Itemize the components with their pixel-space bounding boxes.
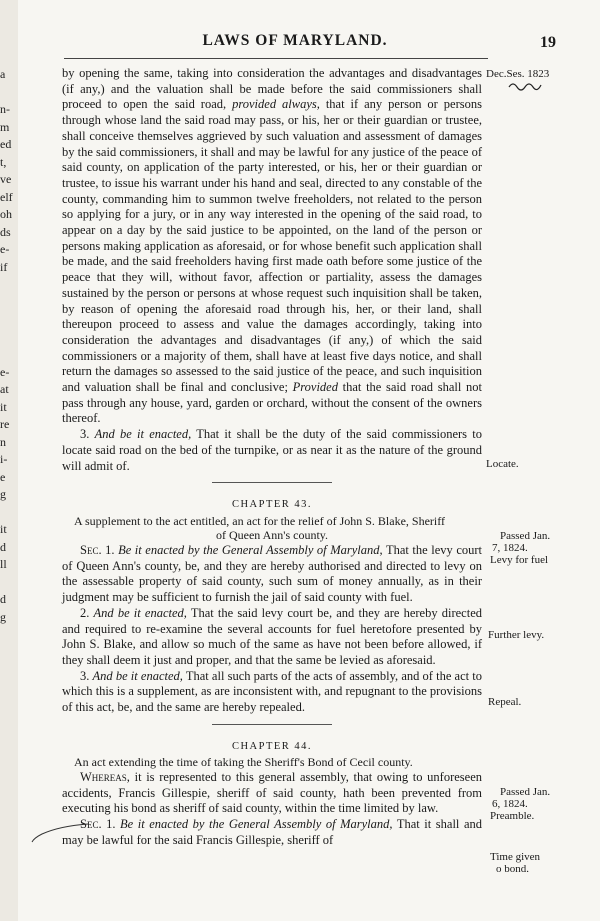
section-3-locate: 3. And be it enacted, That it shall be the duty of the said commissioners to locate said road on the bed of the turnpike, or as near it as the nature of the ground will admit of. <box>62 427 482 473</box>
separator-rule <box>212 724 332 725</box>
header-rule <box>64 58 488 59</box>
squiggle-mark-icon <box>508 80 548 92</box>
margin-locate: Locate. <box>486 458 519 470</box>
bleed-fragment: t, <box>0 154 7 169</box>
chapter-44-title: An act extending the time of taking the Sheriff's Bond of Cecil county. <box>74 755 413 770</box>
bleed-fragment: at <box>0 382 9 396</box>
bleed-fragment: oh <box>0 207 12 221</box>
bleed-fragment <box>0 276 16 294</box>
bleed-fragment: it <box>0 399 7 414</box>
bleed-fragment: n <box>0 434 6 449</box>
bleed-fragment: ll <box>0 557 7 571</box>
bleed-fragment <box>0 311 16 329</box>
chapter-44-heading: CHAPTER 44. <box>231 740 313 752</box>
chapter-43-section-2: 2. And be it enacted, That the said levy court be, and they are hereby directed and required to re-examine the several accounts for fuel heretofore presented by John S. Blake, and allow so much of the same as have not been before allowed, if they shall deem it just and proper, and that the same be levied as aforesaid. <box>62 605 482 667</box>
margin-passed-44-line2: 6, 1824. <box>492 798 528 810</box>
chapter-43-heading: CHAPTER 43. <box>231 499 313 511</box>
bleed-fragment: ve <box>0 172 12 186</box>
chapter-43-section-3: 3. And be it enacted, That all such parts of the acts of assembly, and of the act to which this is a supplement, as are inconsistent with, and repugnant to the provisions of this act, be, and the same are hereby repealed. <box>62 668 483 715</box>
margin-levy-fuel: Levy for fuel <box>490 554 549 566</box>
bleed-fragment <box>0 294 16 312</box>
bleed-fragment: elf <box>0 189 13 204</box>
bleed-fragment: n- <box>0 102 10 116</box>
bleed-fragment: ds <box>0 224 11 239</box>
margin-notes <box>486 0 600 921</box>
continuation-paragraph: by opening the same, taking into consideration the advantages and disadvantages (if any,) and the valuation shall be made before the said commissioners shall proceed to open the said road, provided always, that if any person or persons through whose land the said road may pass, or his, her or their guardian or trustee, shall conceive themselves aggrieved by such valuation and assessment of damages by the said commissioners, it shall and may be lawful for any justice of the peace of said county, on application of the party interested, or his, her or their guardian or trustee, to issue his warrant under his hand and seal, directed to any constable of the county, commanding him to summon twelve freeholders, not related to the person so applying for a jury, or in any way interested in the opening of the said road, to appear on a day by the said justice to be appointed, on the land of the person or persons making application as aforesaid, or for whose benefit such application shall be made, and the said freeholders having first made oath before some justice of the peace that they will, without favor, affection or partiality, assess the damages sustained by the person or persons at whose request such inquisition shall be taken, by reason of opening the aforesaid road through his, her, or their land, shall thereupon proceed to assess and value the damages accordingly, taking into consideration the advantages and disadvantages (if any,) of which the said commissioners or a majority of them, shall have at least five days notice, and shall return the damages so assessed to the said justice of the peace, and such inquisition and valuation shall be final and conclusive; Provided that the said road shall not pass through any house, yard, garden or orchard, without the consent of the owners thereof. <box>62 66 482 426</box>
bleed-fragment: g <box>0 487 6 501</box>
margin-passed-43-line1: Passed Jan. <box>500 530 551 542</box>
bleed-fragment <box>0 84 16 102</box>
chapter-44-section-1: Sec. 1. Be it enacted by the General Assembly of Maryland, That it shall and may be lawful for the said Francis Gillespie, sheriff of <box>62 817 482 847</box>
bleed-fragment: d <box>0 592 6 606</box>
handwritten-bracket-mark-icon <box>30 822 90 844</box>
page-number: 19 <box>540 34 556 51</box>
margin-repeal: Repeal. <box>488 696 522 708</box>
bleed-fragment: g <box>0 609 6 624</box>
bleed-fragment: a <box>0 67 6 81</box>
margin-further-levy: Further levy. <box>488 629 545 641</box>
margin-passed-43-line2: 7, 1824. <box>492 542 528 554</box>
bleed-fragment <box>0 346 16 364</box>
running-title: LAWS OF MARYLAND. <box>202 32 388 49</box>
margin-passed-44-line1: Passed Jan. <box>500 786 551 798</box>
bleed-fragment: i- <box>0 452 8 466</box>
chapter-43-title-line2: of Queen Ann's county. <box>215 528 329 543</box>
margin-time-given-line2: o bond. <box>496 863 529 875</box>
bleed-fragment: if <box>0 259 8 274</box>
chapter-44-preamble: Whereas, it is represented to this general assembly, that owing to unforeseen accidents, Francis Gillespie, sheriff of said county, hath been prevented from executing his bond as sheriff of said county, within the time limited by law. <box>62 769 482 816</box>
bleed-fragment: e <box>0 469 6 484</box>
bleed-fragment: e- <box>0 242 10 256</box>
bleed-fragment: ed <box>0 137 12 151</box>
bleed-fragment <box>0 329 16 347</box>
margin-time-given-line1: Time given <box>490 851 541 863</box>
margin-preamble: Preamble. <box>490 810 535 822</box>
chapter-43-title: A supplement to the act entitled, an act for the relief of John S. Blake, Sheriff <box>74 513 446 528</box>
bleed-fragment: d <box>0 539 6 554</box>
bleed-fragment: re <box>0 417 10 431</box>
margin-session: Dec.Ses. 1823 <box>486 68 550 80</box>
bleed-fragment: e- <box>0 364 10 379</box>
bleed-fragment <box>0 504 16 522</box>
bleed-fragment: m <box>0 119 10 134</box>
main-text-column <box>62 66 482 848</box>
facing-page-bleed <box>0 66 16 644</box>
separator-rule <box>212 482 332 483</box>
bleed-fragment: it <box>0 522 7 536</box>
bleed-fragment <box>0 574 16 592</box>
bleed-fragment <box>0 626 16 644</box>
chapter-43-section-1: Sec. 1. Be it enacted by the General Assembly of Maryland, That the levy court of Queen Ann's county, be, and they are hereby authorised and directed to levy on the assessable property of said county, such sum of money annually, as in their judgment may be sufficient to furnish the jail of said county with fuel. <box>62 542 483 605</box>
